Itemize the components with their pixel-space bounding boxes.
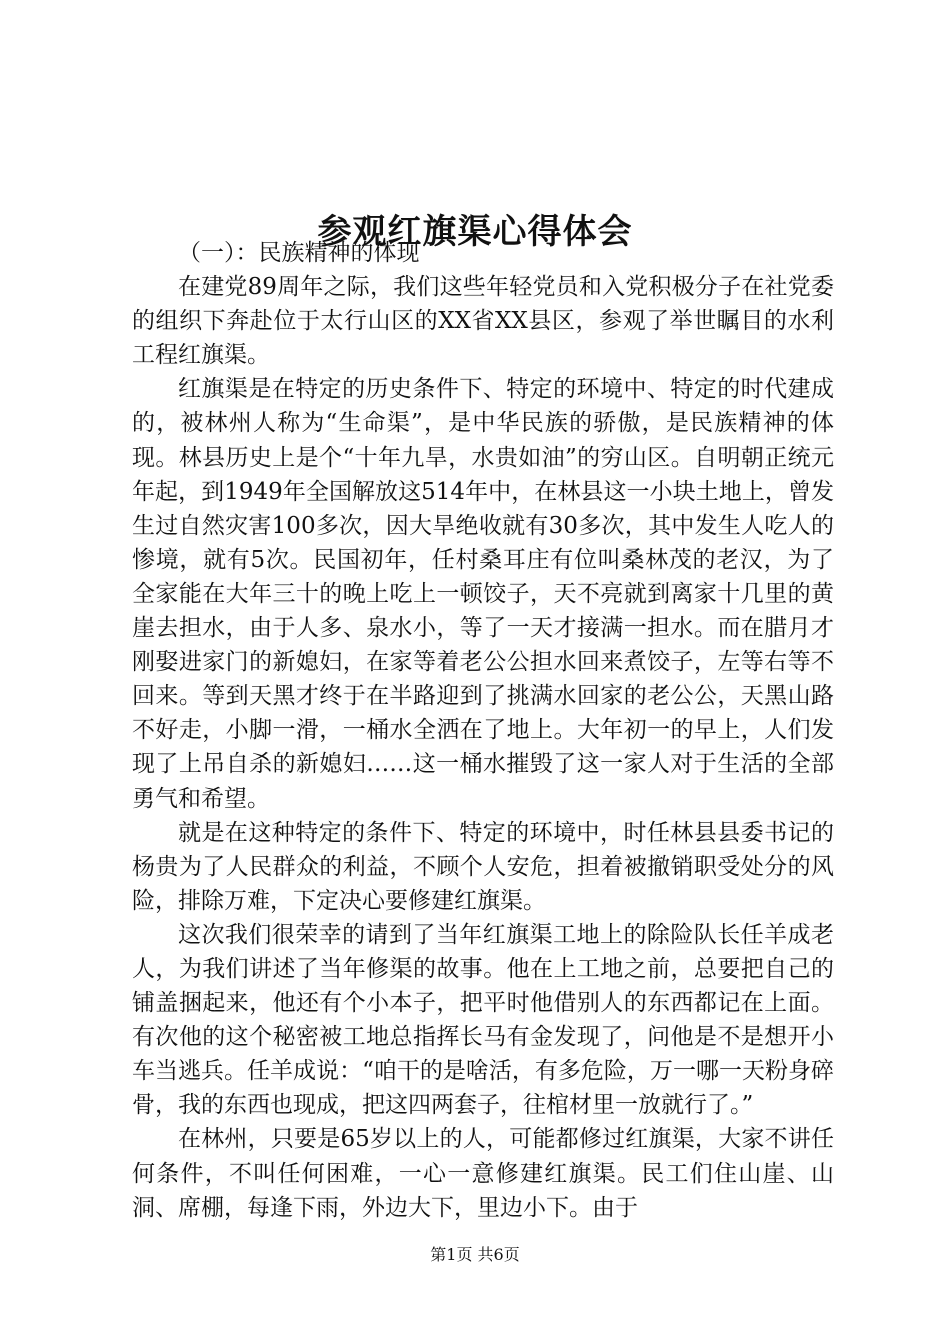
page-footer: 第1页 共6页	[430, 1245, 520, 1264]
paragraph-1: 在建党89周年之际，我们这些年轻党员和入党积极分子在社党委的组织下奔赴位于太行山区的XX省XX县区，参观了举世瞩目的水利工程红旗渠。	[132, 274, 834, 369]
paragraph-2: 红旗渠是在特定的历史条件下、特定的环境中、特定的时代建成的，被林州人称为“生命渠”，是中华民族的骄傲，是民族精神的体现。林县历史上是个“十年九旱，水贵如油”的穷山区。自明朝正统元年起，到1949年全国解放这514年中，在林县这一小块土地上，曾发生过自然灾害100多次，因大旱绝收就有30多次，其中发生人吃人的惨境，就有5次。民国初年，任村桑耳庄有位叫桑林茂的老汉，为了全家能在大年三十的晚上吃上一顿饺子，天不亮就到离家十几里的黄崖去担水，由于人多、泉水小，等了一天才接满一担水。而在腊月才刚娶进家门的新媳妇，在家等着老公公担水回来煮饺子，左等右等不回来。等到天黑才终于在半路迎到了挑满水回家的老公公，天黑山路不好走，小脚一滑，一桶水全洒在了地上。大年初一的早上，人们发现了上吊自杀的新媳妇……这一桶水摧毁了这一家人对于生活的全部勇气和希望。	[132, 376, 834, 812]
document-body	[132, 236, 834, 1225]
paragraph-3: 就是在这种特定的条件下、特定的环境中，时任林县县委书记的杨贵为了人民群众的利益，不顾个人安危，担着被撤销职受处分的风险，排除万难，下定决心要修建红旗渠。	[132, 819, 834, 914]
section-subheading: （一）：民族精神的体现	[178, 240, 420, 266]
document-title: 参观红旗渠心得体会	[317, 211, 633, 252]
paragraph-5: 在林州，只要是65岁以上的人，可能都修过红旗渠，大家不讲任何条件，不叫任何困难，一心一意修建红旗渠。民工们住山崖、山洞、席棚，每逢下雨，外边大下，里边小下。由于	[132, 1126, 834, 1221]
paragraph-4: 这次我们很荣幸的请到了当年红旗渠工地上的除险队长任羊成老人，为我们讲述了当年修渠的故事。他在上工地之前，总要把自己的铺盖捆起来，他还有个小本子，把平时他借别人的东西都记在上面。有次他的这个秘密被工地总指挥长马有金发现了，问他是不是想开小车当逃兵。任羊成说：“咱干的是啥活，有多危险，万一哪一天粉身碎骨，我的东西也现成，把这四两套子，往棺材里一放就行了。”	[132, 921, 834, 1119]
